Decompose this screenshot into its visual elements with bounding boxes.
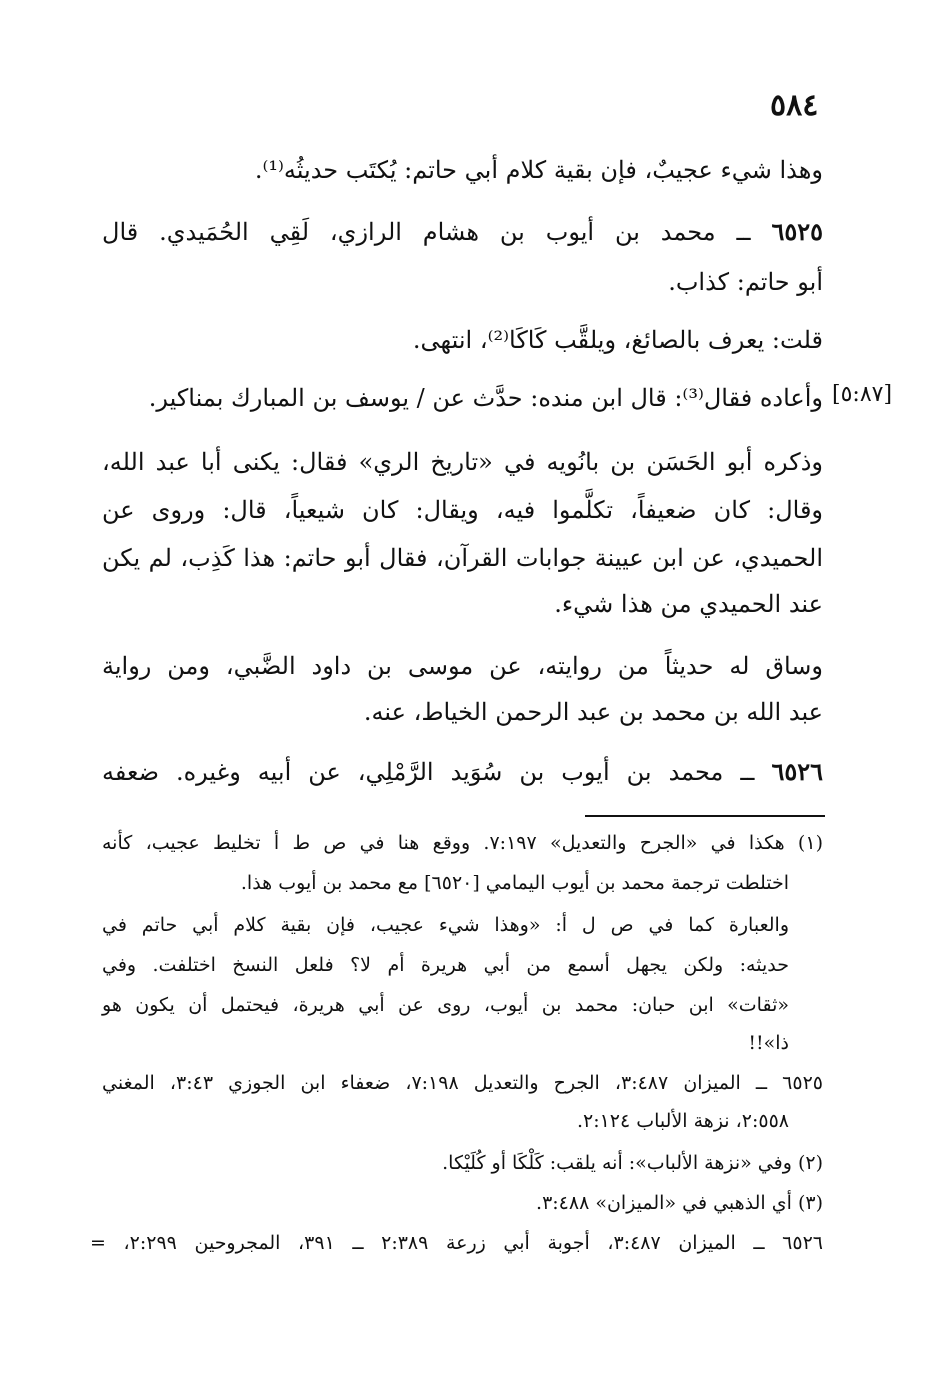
entry-6526 xyxy=(102,752,823,792)
footnote-3: (٣) أي الذهبي في «الميزان» ٣:٤٨٨. xyxy=(536,1192,823,1214)
body-line-3: أبو حاتم: كذاب. xyxy=(668,268,823,296)
footnote-separator xyxy=(585,815,825,817)
footnote-1-line-6: ذا»!! xyxy=(748,1032,789,1054)
body-line-9: عند الحميدي من هذا شيء. xyxy=(554,590,823,618)
footnote-1-line-2: اختلطت ترجمة محمد بن أيوب اليمامي [٦٥٢٠] مع محمد بن أيوب هذا. xyxy=(240,872,789,894)
body-line-1: وهذا شيء عجيبٌ، فإن بقية كلام أبي حاتم: يُكتَب حديثُه⁽¹⁾. xyxy=(254,156,823,184)
body-line-7: وقال: كان ضعيفاً، تكلَّموا فيه، ويقال: كان شيعياً، قال: وروى عن xyxy=(102,496,823,524)
body-line-10: وساق له حديثاً من روايته، عن موسى بن داود الضَّبي، ومن رواية xyxy=(102,652,823,680)
entry-6525 xyxy=(102,212,823,252)
source-6525-line-1: ٦٥٢٥ ــ الميزان ٣:٤٨٧، الجرح والتعديل ٧:١٩٨، ضعفاء ابن الجوزي ٣:٤٣، المغني xyxy=(102,1072,823,1094)
body-line-6: وذكره أبو الحَسَن بن بانُويه في «تاريخ الري» فقال: يكنى أبا عبد الله، xyxy=(102,448,823,476)
body-line-5: وأعاده فقال⁽³⁾: قال ابن منده: حدَّث عن / يوسف بن المبارك بمناكير. xyxy=(148,384,823,412)
entry-6525-text: ــ محمد بن أيوب بن هشام الرازي، لَقِي الحُمَيدي. قال xyxy=(102,218,772,246)
footnote-1-line-5: «ثقات» ابن حبان: محمد بن أيوب، روى عن أبي هريرة، فيحتمل أن يكون هو xyxy=(102,994,789,1016)
entry-number-6526: ٦٥٢٦ xyxy=(771,757,824,786)
entry-6526-text: ــ محمد بن أيوب بن سُوَيد الرَّمْلِي، عن أبيه وغيره. ضعفه xyxy=(102,758,772,786)
footnote-1-line-4: حديثه: ولكن يجهل أسمع من أبي هريرة أم لا؟ فلعل النسخ اختلفت. وفي xyxy=(102,954,789,976)
footnote-1-line-1: (١) هكذا في «الجرح والتعديل» ٧:١٩٧. ووقع هنا في ص ط أ تخليط عجيب، كأنه xyxy=(102,832,823,854)
body-line-8: الحميدي، عن ابن عيينة جوابات القرآن، فقال أبو حاتم: هذا كَذِب، لم يكن xyxy=(102,544,823,572)
source-6526: ٦٥٢٦ ــ الميزان ٣:٤٨٧، أجوبة أبي زرعة ٢:٣٨٩ ــ ٣٩١، المجروحين ٢:٢٩٩، = xyxy=(90,1232,823,1254)
margin-reference: [٥:٨٧] xyxy=(832,382,893,407)
page-number: ٥٨٤ xyxy=(770,88,819,123)
footnote-1-line-3: والعبارة كما في ص ل أ: «وهذا شيء عجيب، فإن بقية كلام أبي حاتم في xyxy=(102,914,789,936)
footnote-2: (٢) وفي «نزهة الألباب»: أنه يلقب: كَلْكَا أو كُلَيْكا. xyxy=(442,1152,823,1174)
body-line-11: عبد الله بن محمد بن عبد الرحمن الخياط، عنه. xyxy=(363,698,823,726)
body-line-4: قلت: يعرف بالصائغ، ويلقَّب كَاكَا⁽²⁾، انتهى. xyxy=(412,326,823,354)
entry-number-6525: ٦٥٢٥ xyxy=(771,217,823,246)
source-6525-line-2: ٢:٥٥٨، نزهة الألباب ٢:١٢٤. xyxy=(576,1110,789,1132)
